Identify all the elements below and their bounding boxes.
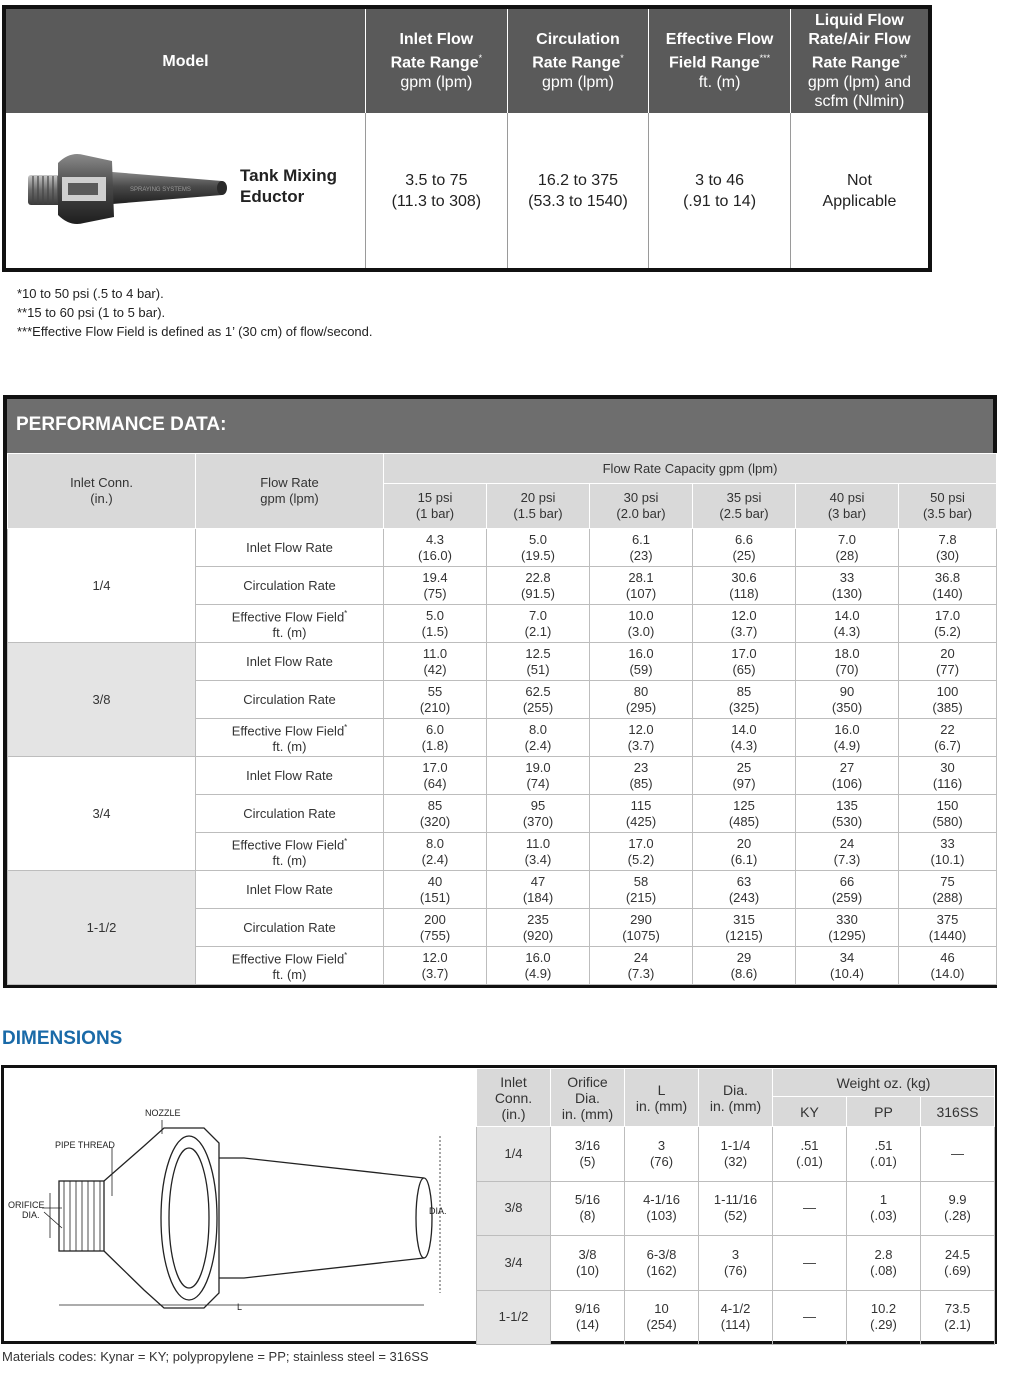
performance-value: 20 (6.1) — [693, 833, 796, 871]
performance-value: 55 (210) — [384, 681, 487, 719]
header-effective-flow: Effective Flow Field Range*** ft. (m) — [649, 7, 791, 113]
flow-rate-label: Inlet Flow Rate — [196, 643, 384, 681]
performance-value: 58 (215) — [590, 871, 693, 909]
flow-rate-label: Circulation Rate — [196, 909, 384, 947]
performance-value: 33 (130) — [796, 567, 899, 605]
pressure-header: 20 psi (1.5 bar) — [487, 484, 590, 529]
performance-value: 14.0 (4.3) — [693, 719, 796, 757]
header-inlet-flow: Inlet Flow Rate Range* gpm (lpm) — [366, 7, 508, 113]
inlet-conn-cell: 3/8 — [8, 643, 196, 757]
performance-value: 10.0 (3.0) — [590, 605, 693, 643]
svg-text:SPRAYING SYSTEMS: SPRAYING SYSTEMS — [130, 187, 191, 193]
header-circulation: Circulation Rate Range* gpm (lpm) — [507, 7, 649, 113]
model-cell — [4, 113, 366, 270]
dim-value-l: 10 (254) — [625, 1290, 699, 1345]
performance-value: 6.0 (1.8) — [384, 719, 487, 757]
inlet-range-cell: 3.5 to 75 (11.3 to 308) — [366, 113, 508, 270]
flow-rate-label: Circulation Rate — [196, 681, 384, 719]
performance-value: 6.6 (25) — [693, 529, 796, 567]
pressure-header: 30 psi (2.0 bar) — [590, 484, 693, 529]
performance-value: 375 (1440) — [899, 909, 997, 947]
performance-title-bar — [7, 399, 993, 453]
footnote: *10 to 50 psi (.5 to 4 bar). — [17, 286, 164, 301]
header-inlet-conn: Inlet Conn. (in.) — [8, 454, 196, 529]
performance-value: 47 (184) — [487, 871, 590, 909]
label-dia: DIA. — [429, 1206, 447, 1216]
footnotes — [17, 284, 373, 341]
performance-value: 14.0 (4.3) — [796, 605, 899, 643]
header-liquid-flow: Liquid Flow Rate/Air Flow Rate Range** gpm (lpm) and scfm (Nlmin) — [790, 7, 930, 113]
dimensions-title: DIMENSIONS — [2, 1028, 123, 1049]
flow-rate-label: Inlet Flow Rate — [196, 871, 384, 909]
performance-value: 22 (6.7) — [899, 719, 997, 757]
dim-value-pp: .51 (.01) — [847, 1127, 921, 1182]
liquid-range-cell: Not Applicable — [790, 113, 930, 270]
flow-rate-label: Circulation Rate — [196, 567, 384, 605]
performance-value: 5.0 (19.5) — [487, 529, 590, 567]
performance-value: 27 (106) — [796, 757, 899, 795]
performance-value: 30 (116) — [899, 757, 997, 795]
dimensions-row — [477, 1181, 995, 1236]
flow-rate-label: Inlet Flow Rate — [196, 529, 384, 567]
label-orifice-dia: DIA. — [22, 1210, 40, 1220]
performance-value: 28.1 (107) — [590, 567, 693, 605]
dim-value-pp: 1 (.03) — [847, 1181, 921, 1236]
performance-value: 95 (370) — [487, 795, 590, 833]
performance-value: 16.0 (59) — [590, 643, 693, 681]
performance-value: 24 (7.3) — [796, 833, 899, 871]
label-orifice: ORIFICE — [8, 1200, 45, 1210]
label-nozzle: NOZZLE — [145, 1108, 181, 1118]
performance-value: 30.6 (118) — [693, 567, 796, 605]
dim-value-ky: — — [773, 1290, 847, 1345]
dim-header-l: L in. (mm) — [625, 1069, 699, 1127]
pressure-header: 50 psi (3.5 bar) — [899, 484, 997, 529]
performance-value: 46 (14.0) — [899, 947, 997, 985]
performance-value: 150 (580) — [899, 795, 997, 833]
performance-value: 19.4 (75) — [384, 567, 487, 605]
performance-value: 12.0 (3.7) — [384, 947, 487, 985]
pressure-header: 15 psi (1 bar) — [384, 484, 487, 529]
model-name: Tank Mixing Eductor — [240, 166, 337, 206]
dim-value-ss: — — [921, 1127, 995, 1182]
dimensions-row — [477, 1127, 995, 1182]
flow-rate-label: Effective Flow Field* ft. (m) — [196, 833, 384, 871]
performance-value: 315 (1215) — [693, 909, 796, 947]
performance-value: 63 (243) — [693, 871, 796, 909]
dimensions-section — [1, 1065, 997, 1344]
performance-value: 33 (10.1) — [899, 833, 997, 871]
performance-row — [8, 529, 997, 567]
dim-value-orifice: 5/16 (8) — [551, 1181, 625, 1236]
performance-value: 7.8 (30) — [899, 529, 997, 567]
inlet-conn-cell: 3/4 — [8, 757, 196, 871]
dim-value-ky: .51 (.01) — [773, 1127, 847, 1182]
model-table — [2, 5, 932, 272]
performance-value: 40 (151) — [384, 871, 487, 909]
dim-value-orifice: 9/16 (14) — [551, 1290, 625, 1345]
dim-inlet-conn: 1-1/2 — [477, 1290, 551, 1345]
performance-section — [3, 395, 997, 988]
performance-value: 36.8 (140) — [899, 567, 997, 605]
performance-value: 17.0 (65) — [693, 643, 796, 681]
performance-value: 17.0 (5.2) — [590, 833, 693, 871]
eductor-diagram — [4, 1068, 474, 1341]
performance-value: 7.0 (28) — [796, 529, 899, 567]
dim-inlet-conn: 3/8 — [477, 1181, 551, 1236]
eductor-photo — [22, 143, 232, 233]
model-row — [4, 113, 930, 270]
performance-value: 17.0 (64) — [384, 757, 487, 795]
pressure-header: 40 psi (3 bar) — [796, 484, 899, 529]
flow-rate-label: Circulation Rate — [196, 795, 384, 833]
dim-header-ky: KY — [773, 1097, 847, 1127]
label-l: L — [237, 1302, 243, 1312]
performance-value: 17.0 (5.2) — [899, 605, 997, 643]
materials-note: Materials codes: Kynar = KY; polypropylene = PP; stainless steel = 316SS — [2, 1349, 429, 1364]
header-capacity: Flow Rate Capacity gpm (lpm) — [384, 454, 997, 484]
footnote: ***Effective Flow Field is defined as 1’ (30 cm) of flow/second. — [17, 324, 373, 339]
model-table-header — [4, 7, 930, 113]
dim-value-ss: 24.5 (.69) — [921, 1236, 995, 1291]
label-pipe-thread: PIPE THREAD — [55, 1140, 115, 1150]
performance-value: 200 (755) — [384, 909, 487, 947]
performance-value: 29 (8.6) — [693, 947, 796, 985]
performance-value: 125 (485) — [693, 795, 796, 833]
dim-value-ss: 9.9 (.28) — [921, 1181, 995, 1236]
dimensions-row — [477, 1290, 995, 1345]
dim-value-dia: 1-11/16 (52) — [699, 1181, 773, 1236]
header-flow-rate: Flow Rate gpm (lpm) — [196, 454, 384, 529]
dim-value-pp: 2.8 (.08) — [847, 1236, 921, 1291]
dimensions-table — [476, 1068, 995, 1345]
performance-value: 16.0 (4.9) — [796, 719, 899, 757]
performance-value: 90 (350) — [796, 681, 899, 719]
performance-value: 7.0 (2.1) — [487, 605, 590, 643]
performance-value: 135 (530) — [796, 795, 899, 833]
performance-value: 66 (259) — [796, 871, 899, 909]
performance-value: 75 (288) — [899, 871, 997, 909]
performance-value: 12.5 (51) — [487, 643, 590, 681]
performance-value: 62.5 (255) — [487, 681, 590, 719]
performance-value: 5.0 (1.5) — [384, 605, 487, 643]
dim-value-ky: — — [773, 1181, 847, 1236]
dim-value-dia: 3 (76) — [699, 1236, 773, 1291]
performance-row — [8, 643, 997, 681]
performance-value: 330 (1295) — [796, 909, 899, 947]
performance-value: 100 (385) — [899, 681, 997, 719]
pressure-header: 35 psi (2.5 bar) — [693, 484, 796, 529]
dim-value-l: 3 (76) — [625, 1127, 699, 1182]
dim-value-dia: 4-1/2 (114) — [699, 1290, 773, 1345]
performance-value: 4.3 (16.0) — [384, 529, 487, 567]
performance-value: 23 (85) — [590, 757, 693, 795]
performance-value: 12.0 (3.7) — [590, 719, 693, 757]
dim-header-dia: Dia. in. (mm) — [699, 1069, 773, 1127]
dim-inlet-conn: 3/4 — [477, 1236, 551, 1291]
footnote: **15 to 60 psi (1 to 5 bar). — [17, 305, 166, 320]
dim-value-l: 6-3/8 (162) — [625, 1236, 699, 1291]
dim-header-pp: PP — [847, 1097, 921, 1127]
performance-value: 20 (77) — [899, 643, 997, 681]
performance-value: 6.1 (23) — [590, 529, 693, 567]
effective-range-cell: 3 to 46 (.91 to 14) — [649, 113, 791, 270]
performance-value: 85 (320) — [384, 795, 487, 833]
performance-value: 22.8 (91.5) — [487, 567, 590, 605]
dim-value-orifice: 3/16 (5) — [551, 1127, 625, 1182]
performance-value: 85 (325) — [693, 681, 796, 719]
performance-value: 8.0 (2.4) — [487, 719, 590, 757]
flow-rate-label: Effective Flow Field* ft. (m) — [196, 947, 384, 985]
header-model: Model — [4, 7, 366, 113]
flow-rate-label: Effective Flow Field* ft. (m) — [196, 605, 384, 643]
inlet-conn-cell: 1/4 — [8, 529, 196, 643]
performance-value: 34 (10.4) — [796, 947, 899, 985]
flow-rate-label: Inlet Flow Rate — [196, 757, 384, 795]
performance-value: 16.0 (4.9) — [487, 947, 590, 985]
performance-value: 19.0 (74) — [487, 757, 590, 795]
performance-value: 25 (97) — [693, 757, 796, 795]
dim-value-orifice: 3/8 (10) — [551, 1236, 625, 1291]
dim-value-pp: 10.2 (.29) — [847, 1290, 921, 1345]
dim-value-ss: 73.5 (2.1) — [921, 1290, 995, 1345]
flow-rate-label: Effective Flow Field* ft. (m) — [196, 719, 384, 757]
dimensions-row — [477, 1236, 995, 1291]
dimensions-header-row — [477, 1069, 995, 1097]
performance-value: 11.0 (42) — [384, 643, 487, 681]
dim-inlet-conn: 1/4 — [477, 1127, 551, 1182]
dim-header-316ss: 316SS — [921, 1097, 995, 1127]
performance-title: PERFORMANCE DATA: — [16, 414, 227, 435]
performance-row — [8, 871, 997, 909]
performance-value: 12.0 (3.7) — [693, 605, 796, 643]
performance-header-row — [8, 454, 997, 484]
dim-header-orifice: Orifice Dia. in. (mm) — [551, 1069, 625, 1127]
performance-value: 24 (7.3) — [590, 947, 693, 985]
performance-value: 235 (920) — [487, 909, 590, 947]
dim-value-dia: 1-1/4 (32) — [699, 1127, 773, 1182]
performance-table — [7, 453, 997, 985]
performance-value: 290 (1075) — [590, 909, 693, 947]
performance-value: 115 (425) — [590, 795, 693, 833]
performance-value: 80 (295) — [590, 681, 693, 719]
dim-value-l: 4-1/16 (103) — [625, 1181, 699, 1236]
dim-value-ky: — — [773, 1236, 847, 1291]
circulation-range-cell: 16.2 to 375 (53.3 to 1540) — [507, 113, 649, 270]
inlet-conn-cell: 1-1/2 — [8, 871, 196, 985]
dim-header-inlet: Inlet Conn. (in.) — [477, 1069, 551, 1127]
performance-value: 8.0 (2.4) — [384, 833, 487, 871]
performance-value: 18.0 (70) — [796, 643, 899, 681]
performance-row — [8, 757, 997, 795]
dim-header-weight: Weight oz. (kg) — [773, 1069, 995, 1097]
performance-value: 11.0 (3.4) — [487, 833, 590, 871]
